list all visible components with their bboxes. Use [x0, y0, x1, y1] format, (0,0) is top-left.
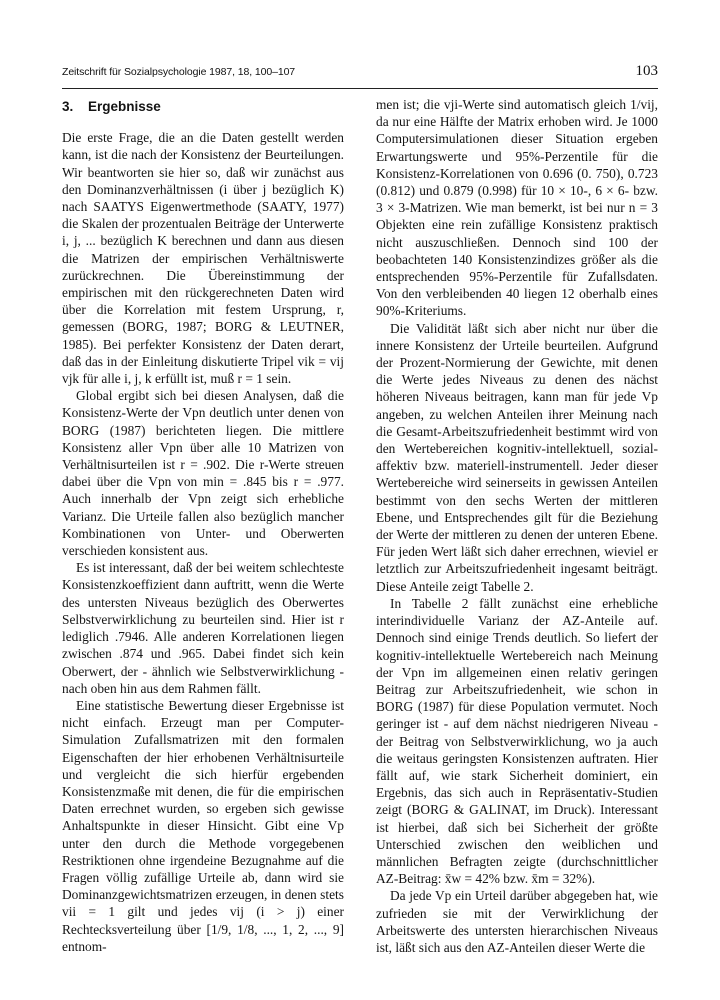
paragraph: men ist; die vji-Werte sind automatisch gleich 1/vij, da nur eine Hälfte der Matrix erhoben wird. Je 1000 Computersimulationen dieser Situation ergeben Erwartungswerte und 95%-Perzentile für die Konsistenz-Korrelationen von 0.696 (0. 750), 0.723 (0.812) und 0.879 (0.998) für 10 × 10-, 6 × 6- bzw. 3 × 3-Matrizen. Wie man bemerkt, ist bei nur n = 3 Objekten eine rein zufällige Konsistenz praktisch nicht auszuschließen. Dennoch sind 100 der beobachteten 140 Konsistenzindizes größer als die entsprechenden 95%-Perzentile für Zufallsdaten. Von den verbleibenden 40 liegen 12 oberhalb eines 90%-Kriteriums. [376, 97, 658, 319]
paragraph: Es ist interessant, daß der bei weitem schlechteste Konsistenzkoeffizient dann auftritt, wenn die Werte des untersten Niveaus bezüglich des Oberwertes Selbstverwirklichung zu beurteilen sind. Hier ist r lediglich .7946. Alle anderen Korrelationen liegen zwischen .874 und .965. Dabei findet sich kein Oberwert, der - ähnlich wie Selbstverwirklichung - nach oben hin aus dem Rahmen fällt. [62, 560, 344, 696]
journal-citation: Zeitschrift für Sozialpsychologie 1987, 18, 100–107 [62, 66, 296, 78]
section-heading [62, 98, 344, 115]
section-title: Ergebnisse [88, 99, 161, 114]
running-header [62, 62, 658, 89]
paragraph: Eine statistische Bewertung dieser Ergebnisse ist nicht einfach. Erzeugt man per Computer-Simulation Zufallsmatrizen mit den formalen Eigenschaften der hier erhobenen Verhältnisurteile und vergleicht die sich hierfür ergebenden Konsistenzmaße mit denen, die für die empirischen Daten errechnet wurden, so ergeben sich gewisse Anhaltspunkte in dieser Hinsicht. Gibt eine Vp unter den durch die Methode vorgegebenen Restriktionen ohne irgendeine Bezugnahme auf die Fragen völlig zufällige Urteile ab, dann wird sie Dominanzgewichtsmatrizen erzeugen, in denen stets vii = 1 gilt und jedes vij (i > j) einer Rechtecksverteilung über [1/9, 1/8, ..., 1, 2, ..., 9] entnom- [62, 697, 344, 954]
section-number: 3. [62, 99, 74, 114]
paragraph: Da jede Vp ein Urteil darüber abgegeben hat, wie zufrieden sie mit der Verwirklichung der Arbeitswerte des untersten hierarchischen Niveaus ist, läßt sich aus den AZ-Anteilen dieser Werte die [376, 888, 658, 955]
left-column [62, 98, 344, 955]
paragraph: Global ergibt sich bei diesen Analysen, daß die Konsistenz-Werte der Vpn deutlich unter denen von BORG (1987) berichteten liegen. Die mittlere Konsistenz aller Vpn über alle 10 Matrizen von Verhältnisurteilen ist r = .902. Die r-Werte streuen dabei über die Vpn von min = .845 bis r = .977. Auch innerhalb der Vpn zeigt sich erhebliche Varianz. Die Urteile fallen also bezüglich mancher Kombinationen von Unter- und Oberwerten verschieden konsistent aus. [62, 388, 344, 559]
page-number: 103 [635, 63, 658, 79]
paragraph: In Tabelle 2 fällt zunächst eine erhebliche interindividuelle Varianz der AZ-Anteile auf. Dennoch sind einige Trends deutlich. So liefert der kognitiv-intellektuelle Wertebereich nach Meinung der Vpn im allgemeinen einen relativ geringen Beitrag zur Arbeitszufriedenheit, wie schon in BORG (1987) für diese Population vermutet. Noch geringer ist - auf dem nächst niedrigeren Niveau - der Beitrag von Selbstverwirklichung, wo ja auch die weitaus geringsten Konsistenzen auftraten. Hier fällt auf, wie stark Sicherheit dominiert, ein Ergebnis, das sich auch in Repräsentativ-Studien zeigt (BORG & GALINAT, im Druck). Interessant ist hierbei, daß sich bei Sicherheit der größte Unterschied zwischen den weiblichen und männlichen Befragten zeigte (durchschnittlicher AZ-Beitrag: x̄w = 42% bzw. x̄m = 32%). [376, 595, 658, 887]
paragraph: Die erste Frage, die an die Daten gestellt werden kann, ist die nach der Konsistenz der Beurteilungen. Wir beantworten sie hier so, daß wir zunächst aus den Dominanzverhältnissen (i über j bezüglich K) nach SAATYS Eigenwertmethode (SAATY, 1977) die Skalen der prozentualen Beiträge der Unterwerte i, j, ... bezüglich K berechnen und dann aus diesen die Matrizen der empirischen Verhältniswerte zurückrechnen. Die Übereinstimmung der empirischen mit den rückgerechneten Daten wird über die Korrelation mit festem Ursprung, r, gemessen (BORG, 1987; BORG & LEUTNER, 1985). Bei perfekter Konsistenz der Daten derart, daß das in der Einleitung diskutierte Tripel vik = vij vjk für alle i, j, k erfüllt ist, muß r = 1 sein. [62, 130, 344, 387]
paragraph: Die Validität läßt sich aber nicht nur über die innere Konsistenz der Urteile beurteilen. Aufgrund der Prozent-Normierung der Gewichte, mit denen die Werte jedes Niveaus zu denen des nächst höheren Niveaus beitragen, kann man für jede Vp angeben, zu welchen Anteilen ihrer Meinung nach die Gesamt-Arbeitszufriedenheit bestimmt wird von den Wertebereichen kognitiv-intellektuell, sozial-affektiv bzw. materiell-instrumentell. Jeder dieser Wertebereiche wird seinerseits in gewissen Anteilen bestimmt von den sechs Werten der mittleren Ebene, und Entsprechendes gilt für die Beziehung der Werte der mittleren zu denen der unteren Ebene. Für jeden Wert läßt sich daher errechnen, wieviel er letztlich zur Arbeitszufriedenheit ingesamt beiträgt. Diese Anteile zeigt Tabelle 2. [376, 320, 658, 594]
right-column [376, 96, 658, 956]
